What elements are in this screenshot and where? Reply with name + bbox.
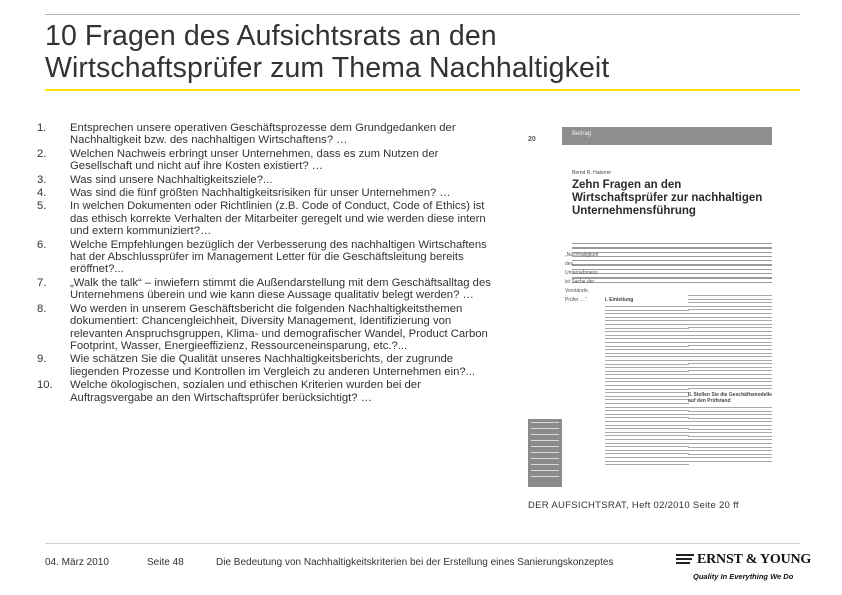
list-item — [35, 200, 495, 237]
footer-page-number: Seite 48 — [147, 557, 184, 568]
question-number: 1. — [37, 122, 47, 134]
question-text: Was sind die fünf größten Nachhaltigkeitsrisiken für unser Unternehmen? … — [70, 187, 451, 200]
title-line-2: Wirtschaftsprüfer zum Thema Nachhaltigkeit — [45, 52, 610, 84]
article-band-label: Beitrag — [572, 131, 592, 137]
questions-list — [35, 122, 495, 405]
logo-tagline: Quality In Everything We Do — [693, 572, 794, 581]
slide-title — [45, 20, 800, 84]
article-page-number: 20 — [528, 136, 536, 143]
list-item — [35, 353, 495, 378]
question-text: In welchen Dokumenten oder Richtlinien (z.B. Code of Conduct, Code of Ethics) ist das ethisch korrekte Verhalten der Mitarbeiter geregelt und wie werden diese intern und extern kommuniziert?… — [70, 200, 486, 238]
list-item — [35, 122, 495, 147]
logo-stripes-icon — [676, 554, 694, 568]
top-divider — [45, 14, 800, 15]
question-number: 9. — [37, 353, 47, 366]
footer-divider — [45, 543, 800, 544]
question-text: Welche Empfehlungen bezüglich der Verbesserung des nachhaltigen Wirtschaftens hat der Abschlussprüfer im Management Letter für die Geschäftsleitung bereits eröffnet?... — [70, 238, 487, 276]
question-text: Welche ökologischen, sozialen und ethischen Kriterien wurden bei der Auftragsvergabe an den Wirtschaftsprüfer berücksichtigt? … — [70, 379, 421, 404]
company-logo — [676, 551, 812, 585]
question-text: Was sind unsere Nachhaltigkeitsziele?... — [70, 173, 273, 186]
question-number: 5. — [37, 200, 47, 213]
question-number: 2. — [37, 147, 47, 160]
title-accent-line — [45, 89, 800, 91]
article-author: Bernd R. Haberer — [572, 170, 612, 176]
list-item — [35, 239, 495, 276]
article-lead-text — [572, 243, 772, 286]
question-text: Welchen Nachweis erbringt unser Unternehmen, dass es zum Nutzen der Gesellschaft und nicht auf ihre Kosten existiert? … — [70, 147, 439, 173]
article-column-right — [688, 295, 772, 465]
article-header-band — [562, 127, 772, 145]
list-item — [35, 379, 495, 404]
question-number: 3. — [37, 173, 47, 186]
article-headline: Zehn Fragen an den Wirtschaftsprüfer zur nachhaltigen Unternehmensführung — [572, 179, 763, 217]
source-caption: DER AUFSICHTSRAT, Heft 02/2010 Seite 20 ff — [528, 500, 739, 511]
list-item — [35, 174, 495, 186]
question-text: „Walk the talk“ – inwiefern stimmt die Außendarstellung mit dem Geschäftsalltag des Unternehmens überein und wie kann diese Aussage qualitativ belegt werden? … — [70, 276, 491, 302]
article-section-heading: II. Stellen Sie die Geschäftsmodelle auf den Prüfstand — [688, 392, 772, 405]
question-number: 4. — [37, 187, 47, 200]
article-thumbnail — [517, 127, 772, 493]
question-text: Wie schätzen Sie die Qualität unseres Nachhaltigkeitsberichts, der zugrunde liegenden Prozesse und Kontrollen im Vergleich zu anderen Unternehmen ein?... — [70, 353, 476, 378]
logo-wordmark: ERNST & YOUNG — [697, 552, 812, 567]
footer-date: 04. März 2010 — [45, 557, 109, 568]
question-number: 6. — [37, 238, 47, 251]
article-info-box — [528, 419, 562, 487]
question-number: 10. — [37, 379, 53, 392]
question-text: Entsprechen unsere operativen Geschäftsprozesse dem Grundgedanken der Nachhaltigkeit bzw. des nachhaltigen Wirtschaftens? … — [70, 122, 456, 147]
question-text: Wo werden in unserem Geschäftsbericht die folgenden Nachhaltigkeitsthemen dokumentiert: Chancengleichheit, Diversity Management, Identifizierung von relevanten Anspruchsgruppen, Klima- und demografischer Wandel, Product Carbon Footprint, Wasser, Energieeffizienz, Ressourceneinsparung, etc.?... — [70, 302, 488, 352]
article-side-quote: „Nachhaltigkeit des Unternehmens ist Sache der Vorstände, Prüfer …“ — [565, 252, 599, 303]
question-number: 8. — [37, 302, 47, 315]
list-item — [35, 277, 495, 302]
list-item — [35, 148, 495, 173]
question-number: 7. — [37, 276, 47, 289]
list-item — [35, 187, 495, 199]
article-section-heading: I. Einleitung — [605, 297, 634, 303]
list-item — [35, 303, 495, 353]
title-line-1: 10 Fragen des Aufsichtsrats an den — [45, 20, 497, 52]
article-column-left — [605, 295, 689, 468]
footer-description: Die Bedeutung von Nachhaltigkeitskriterien bei der Erstellung eines Sanierungskonzeptes — [216, 557, 614, 568]
